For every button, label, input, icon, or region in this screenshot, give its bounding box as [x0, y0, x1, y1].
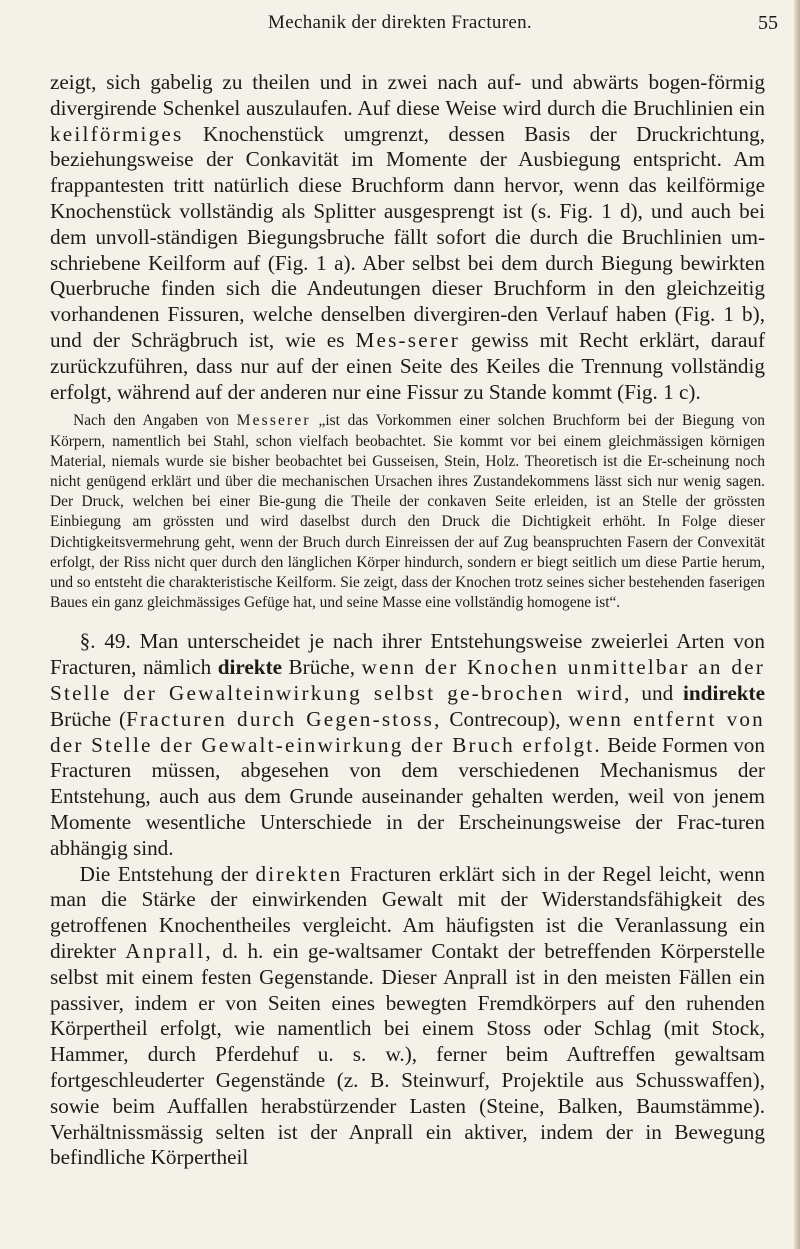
page-number: 55: [758, 12, 778, 34]
author-name-messerer: Messerer: [236, 412, 311, 430]
spaced-emphasis: direkten: [255, 861, 343, 886]
spaced-emphasis: keilförmiges: [50, 121, 184, 146]
text-run: Beide Formen von Fracturen müssen, abgesehen von dem verschiedenen Mechanismus der Entstehung, auch aus dem Grunde auseinander gehalten werden, weil von jenem Momente wesentliche Unterschiede in der Erscheinungsweise der Frac-turen abhängig sind.: [50, 732, 765, 860]
bold-term-indirekte: indirekte: [682, 680, 765, 705]
page-edge-shadow: [794, 0, 800, 1249]
spaced-emphasis: Anprall,: [125, 938, 213, 963]
page-body: [50, 70, 765, 1171]
text-run: Die Entstehung der: [79, 861, 256, 886]
text-run: Contrecoup),: [441, 706, 569, 731]
text-run: Brüche (: [50, 706, 127, 731]
text-run: Knochenstück umgrenzt, dessen Basis der Druckrichtung, beziehungsweise der Conkavität im Momente der Ausbiegung entspricht. Am frappantesten tritt natürlich diese Bruchform dann hervor, wenn das keilförmige Knochenstück vollständig als Splitter ausgesprengt ist (s. Fig. 1 d), und auch bei dem unvoll-ständigen Biegungsbruche fällt sofort die durch die Bruchlinien um-schriebene Keilform auf (Fig. 1 a). Aber selbst bei dem durch Biegung bewirkten Querbruche finden sich die Andeutungen dieser Bruchform in den gleichzeitig vorhandenen Fissuren, welche denselben divergiren-den Verlauf haben (Fig. 1 b), und der Schrägbruch ist, wie es: [50, 121, 765, 352]
text-run: Fracturen erklärt sich in der Regel leicht, wenn man die Stärke der einwirkenden Gewalt mit der Widerstandsfähigkeit des getroffenen Knochentheiles vergleicht. Am häufigsten ist die Veranlassung ein direkter: [50, 861, 765, 963]
text-run: zeigt, sich gabelig zu theilen und in zwei nach auf- und abwärts bogen-förmig divergirende Schenkel auszulaufen. Auf diese Weise wird durch die Bruchlinien ein: [50, 70, 765, 120]
page-header: [0, 12, 800, 42]
text-run: gewiss mit Recht erklärt, darauf zurückzuführen, dass nur auf der einen Seite des Keiles die Trennung vollständig erfolgt, während auf der anderen nur eine Fissur zu Stande kommt (Fig. 1 c).: [50, 327, 765, 404]
text-run: und: [631, 680, 683, 705]
author-name-messerer: Mes-serer: [355, 327, 460, 352]
text-run: d. h. ein ge-waltsamer Contakt der betreffenden Körperstelle selbst mit einem festen Gegenstande. Dieser Anprall ist in den meisten Fällen ein passiver, indem er von Seiten eines bewegten Fremdkörpers auf den ruhenden Körpertheil erfolgt, wie namentlich bei einem Stoss oder Schlag (mit Stock, Hammer, durch Pferdehuf u. s. w.), ferner beim Auftreffen gewaltsam fortgeschleuderter Gegenstände (z. B. Steinwurf, Projektile aus Schusswaffen), sowie beim Auffallen herabstürzender Lasten (Steine, Balken, Baumstämme). Verhältnissmässig selten ist der Anprall ein aktiver, indem der in Bewegung befindliche Körpertheil: [50, 938, 765, 1170]
paragraph-continuation: [50, 70, 765, 405]
section-49-paragraph: [50, 629, 765, 861]
spaced-emphasis: wenn entfernt von der Stelle der Gewalt-einwirkung der Bruch erfolgt.: [50, 706, 765, 757]
spaced-emphasis: Fracturen durch Gegen-stoss,: [126, 706, 442, 731]
text-run: Brüche,: [282, 655, 362, 680]
text-run: §. 49. Man unterscheidet je nach ihrer Entstehungsweise zweierlei Arten von Fracturen, nämlich: [50, 629, 765, 680]
spaced-emphasis: wenn der Knochen unmittelbar an der Stelle der Gewalteinwirkung selbst ge-brochen wird,: [50, 655, 765, 705]
text-run: „ist das Vorkommen einer solchen Bruchform bei der Biegung von Körpern, namentlich bei Stahl, schon vielfach beobachtet. Sie kommt vor bei einem gleichmässigen körnigen Material, niemals wurde sie bisher beobachtet bei Gusseisen, Stein, Holz. Theoretisch ist die Er-scheinung noch nicht genügend erklärt und über die mechanischen Ursachen ihres Zustandekommens lässt sich nur wenig sagen. Der Druck, welchen bei einer Bie-gung die Theile der conkaven Seite erleiden, ist an Stelle der grössten Einbiegung am grössten und wird daselbst durch den Druck die Dichtigkeit erhöht. In Folge dieser Dichtigkeitsvermehrung geht, wenn der Bruch durch Einreissen der auf Zug beanspruchten Fasern der Convexität erfolgt, der Riss nicht quer durch den länglichen Körper hindurch, sondern er biegt seitlich um diese Partie herum, und so entsteht die charakteristische Keilform. Sie zeigt, dass der Knochen trotz seines sicher bestehenden faserigen Baues ein ganz gleichmässiges Gefüge hat, und seine Masse eine vollständig homogene ist“.: [50, 412, 765, 612]
running-head: Mechanik der direkten Fracturen.: [268, 12, 532, 33]
paragraph-direct-fractures: [50, 862, 765, 1172]
quote-paragraph: [50, 411, 765, 613]
text-run: Nach den Angaben von: [73, 412, 237, 430]
bold-term-direkte: direkte: [217, 655, 283, 680]
